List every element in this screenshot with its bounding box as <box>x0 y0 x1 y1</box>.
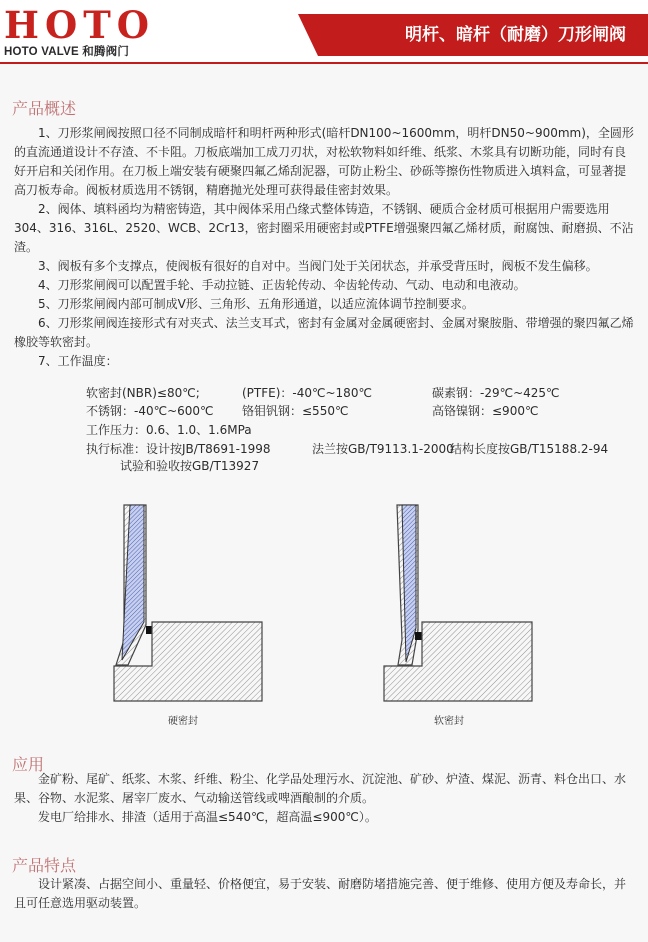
application-media: 金矿粉、尾矿、纸浆、木浆、纤维、粉尘、化学品处理污水、沉淀池、矿砂、炉渣、煤泥、沥青、料仓出口、水果、谷物、水泥浆、屠宰厂废水、气动输送管线或啤酒酿制的介质。 <box>14 772 627 805</box>
logo-wordmark: HOTO <box>4 3 155 47</box>
temp-carbon-steel: 碳素钢：-29℃~425℃ <box>432 386 560 400</box>
temp-nbr: 软密封(NBR)≤80℃; <box>86 386 200 400</box>
features-heading: 产品特点 <box>12 856 77 875</box>
overview-item-7: 7、工作温度： <box>38 354 118 368</box>
overview-item-1: 1、刀形浆闸阀按照口径不同制成暗杆和明杆两种形式(暗杆DN100~1600mm，明杆DN50~900mm)，全圆形的直流通道设计不存渣、不卡阻。刀板底端加工成刀刃状，对松软物料如纤维、纸浆、木浆具有切断功能，同时有良好开启和关闭作用。在刀板上端安装有硬聚四氟乙烯刮泥器，可防止粉尘、砂砾等擦伤性物质进入填料盒，可显著提高刀板寿命。阀板材质选用不锈钢，精磨抛光处理可获得最佳密封效果。 <box>14 126 634 197</box>
soft-seal-caption: 软密封 <box>434 716 464 727</box>
overview-item-5: 5、刀形浆闸阀内部可制成V形、三角形、五角形通道，以适应流体调节控制要求。 <box>38 297 474 311</box>
features-text: 设计紧凑、占据空间小、重量轻、价格便宜，易于安装、耐磨防堵措施完善、便于维修、使用方便及寿命长，并且可任意选用驱动装置。 <box>14 877 627 910</box>
temp-stainless: 不锈钢：-40℃~600℃ <box>86 404 214 418</box>
soft-seal-diagram <box>384 505 532 701</box>
std-length: 结构长度按GB/T15188.2-94 <box>450 442 609 456</box>
hard-seal-ring <box>146 626 152 634</box>
features-body <box>14 875 634 913</box>
overview-item-3: 3、阀板有多个支撑点，使阀板有很好的自对中。当阀门处于关闭状态，并承受背压时，阀板不发生偏移。 <box>38 259 598 273</box>
temp-high-crni: 高铬镍钢：≤900℃ <box>432 404 539 418</box>
std-design: 执行标准：设计按JB/T8691-1998 <box>86 442 271 456</box>
work-pressure: 工作压力：0.6、1.0、1.6MPa <box>86 423 252 437</box>
application-heading: 应用 <box>12 755 45 774</box>
overview-item-6: 6、刀形浆闸阀连接形式有对夹式、法兰支耳式，密封有金属对金属硬密封、金属对聚胺脂、带增强的聚四氟乙烯橡胶等软密封。 <box>14 316 634 349</box>
hard-seal-caption: 硬密封 <box>168 716 198 727</box>
std-flange: 法兰按GB/T9113.1-2000 <box>312 442 454 456</box>
header-title-banner: 明杆、暗杆（耐磨）刀形闸阀 <box>318 14 648 56</box>
temp-ptfe: (PTFE)：-40℃~180℃ <box>242 386 372 400</box>
logo-subtitle: HOTO VALVE 和腾阀门 <box>4 46 130 58</box>
std-test: 试验和验收按GB/T13927 <box>120 459 260 473</box>
application-power-plant: 发电厂给排水、排渣（适用于高温≤540℃，超高温≤900℃）。 <box>38 810 377 824</box>
temp-crmov: 铬钼钒钢：≤550℃ <box>242 404 349 418</box>
application-body <box>14 770 634 827</box>
hard-seal-diagram <box>114 505 262 701</box>
overview-heading: 产品概述 <box>12 99 77 118</box>
soft-seal-ring <box>415 632 422 640</box>
overview-item-2: 2、阀体、填料函均为精密铸造，其中阀体采用凸缘式整体铸造，不锈钢、硬质合金材质可根据用户需要选用304、316、316L、2520、WCB、2Cr13，密封圈采用硬密封或PTFE增强聚四氟乙烯材质，耐腐蚀、耐磨损、不沾渣。 <box>14 202 634 254</box>
overview-item-4: 4、刀形浆闸阀可以配置手轮、手动拉链、正齿轮传动、伞齿轮传动、气动、电动和电液动。 <box>38 278 526 292</box>
